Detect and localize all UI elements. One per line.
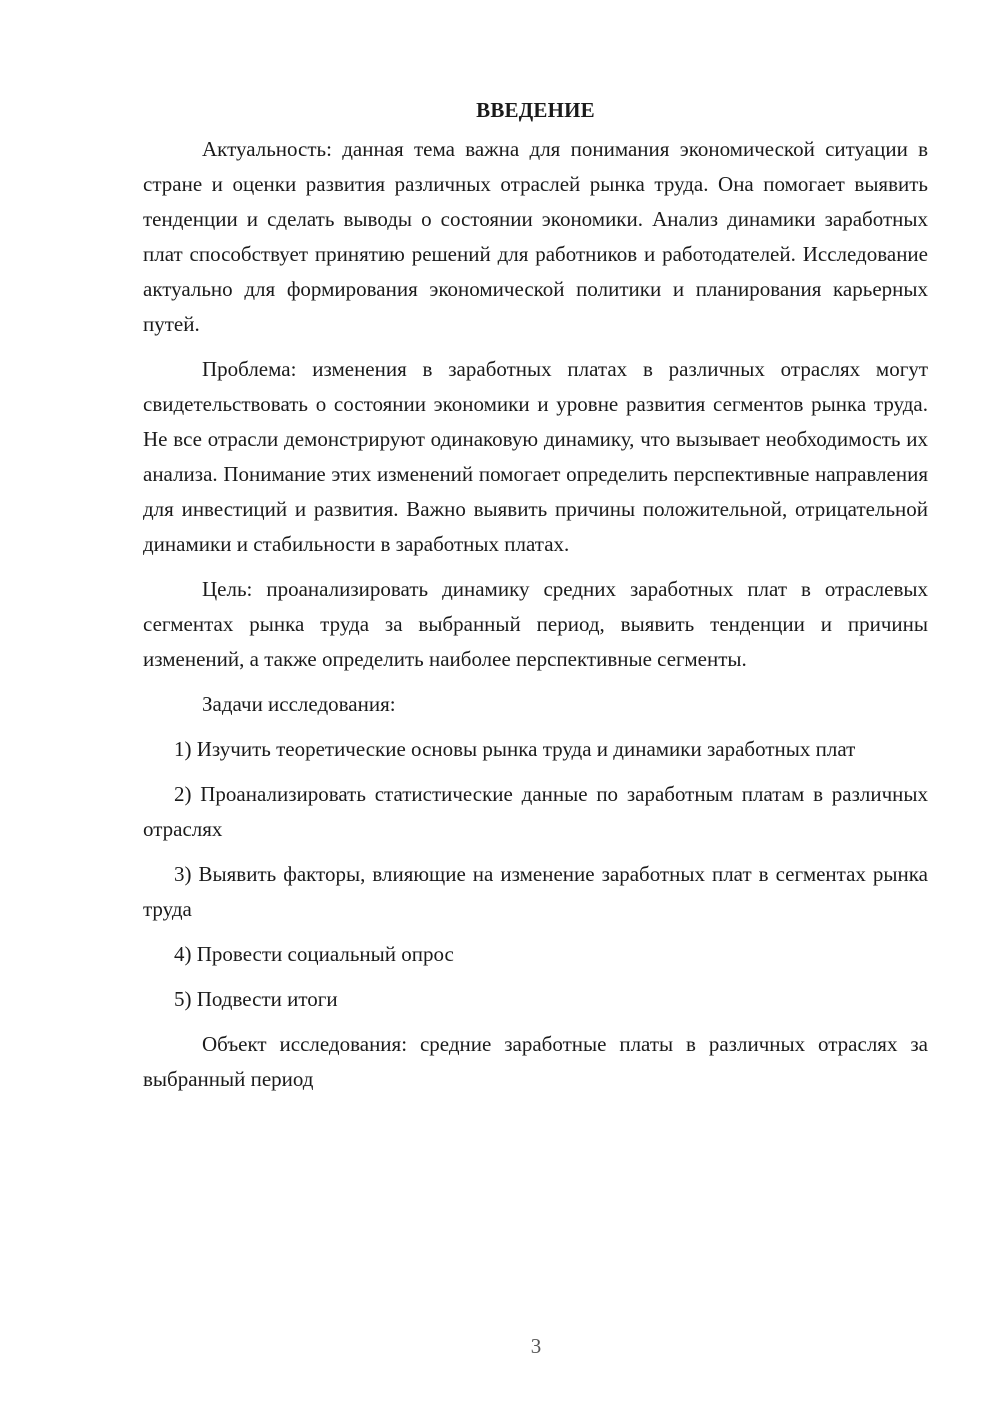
task-item-1: 1) Изучить теоретические основы рынка труда и динамики заработных плат [174, 737, 856, 761]
task-item-2: 2) Проанализировать статистические данные по заработным платам в различных отраслях [143, 782, 928, 841]
paragraph-problem: Проблема: изменения в заработных платах в различных отраслях могут свидетельствовать о состоянии экономики и уровне развития сегментов рынка труда. Не все отрасли демонстрируют одинаковую динамику, что вызывает необходимость их анализа. Понимание этих изменений помогает определить перспективные направления для инвестиций и развития. Важно выявить причины положительной, отрицательной динамики и стабильности в заработных платах. [143, 357, 928, 556]
tasks-heading: Задачи исследования: [202, 692, 396, 716]
task-item-4: 4) Провести социальный опрос [174, 942, 454, 966]
section-title: ВВЕДЕНИЕ [476, 98, 595, 122]
paragraph-object: Объект исследования: средние заработные платы в различных отраслях за выбранный период [143, 1032, 928, 1091]
task-item-5: 5) Подвести итоги [174, 987, 338, 1011]
paragraph-goal: Цель: проанализировать динамику средних заработных плат в отраслевых сегментах рынка труда за выбранный период, выявить тенденции и причины изменений, а также определить наиболее перспективные сегменты. [143, 577, 928, 671]
page-number: 3 [530, 1334, 542, 1358]
document-page [143, 96, 928, 1107]
paragraph-relevance: Актуальность: данная тема важна для понимания экономической ситуации в стране и оценки развития различных отраслей рынка труда. Она помогает выявить тенденции и сделать выводы о состоянии экономики. Анализ динамики заработных плат способствует принятию решений для работников и работодателей. Исследование актуально для формирования экономической политики и планирования карьерных путей. [143, 137, 928, 336]
task-item-3: 3) Выявить факторы, влияющие на изменение заработных плат в сегментах рынка труда [143, 862, 928, 921]
